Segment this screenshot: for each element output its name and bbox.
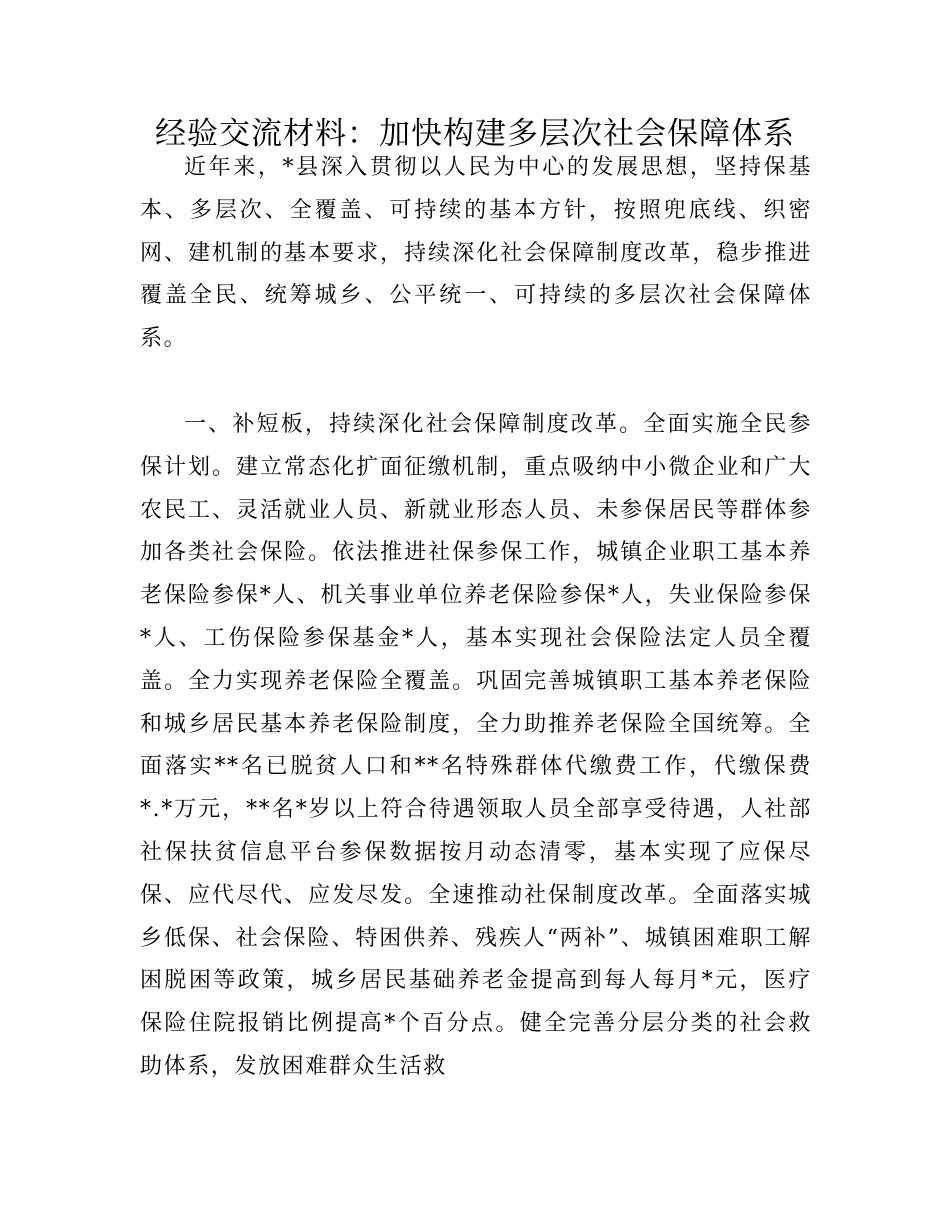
section-one-paragraph: 一、补短板，持续深化社会保障制度改革。全面实施全民参保计划。建立常态化扩面征缴机制，重点吸纳中小微企业和广大农民工、灵活就业人员、新就业形态人员、未参保居民等群体参加各类社会保险。依法推进社保参保工作，城镇企业职工基本养老保险参保*人、机关事业单位养老保险参保*人，失业保险参保*人、工伤保险参保基金*人，基本实现社会保险法定人员全覆盖。全力实现养老保险全覆盖。巩固完善城镇职工基本养老保险和城乡居民基本养老保险制度，全力助推养老保险全国统筹。全面落实**名已脱贫人口和**名特殊群体代缴费工作，代缴保费*.*万元，**名*岁以上符合待遇领取人员全部享受待遇，人社部社保扶贫信息平台参保数据按月动态清零，基本实现了应保尽保、应代尽代、应发尽发。全速推动社保制度改革。全面落实城乡低保、社会保险、特困供养、残疾人“两补”、城镇困难职工解困脱困等政策，城乡居民基础养老金提高到每人每月*元，医疗保险住院报销比例提高*个百分点。健全完善分层分类的社会救助体系，发放困难群众生活救 [140,412,812,1079]
intro-paragraph: 近年来，*县深入贯彻以人民为中心的发展思想，坚持保基本、多层次、全覆盖、可持续的基本方针，按照兜底线、织密网、建机制的基本要求，持续深化社会保障制度改革，稳步推进覆盖全民、统筹城乡、公平统一、可持续的多层次社会保障体系。 [140,155,812,352]
document-title: 经验交流材料：加快构建多层次社会保障体系 [155,116,795,152]
